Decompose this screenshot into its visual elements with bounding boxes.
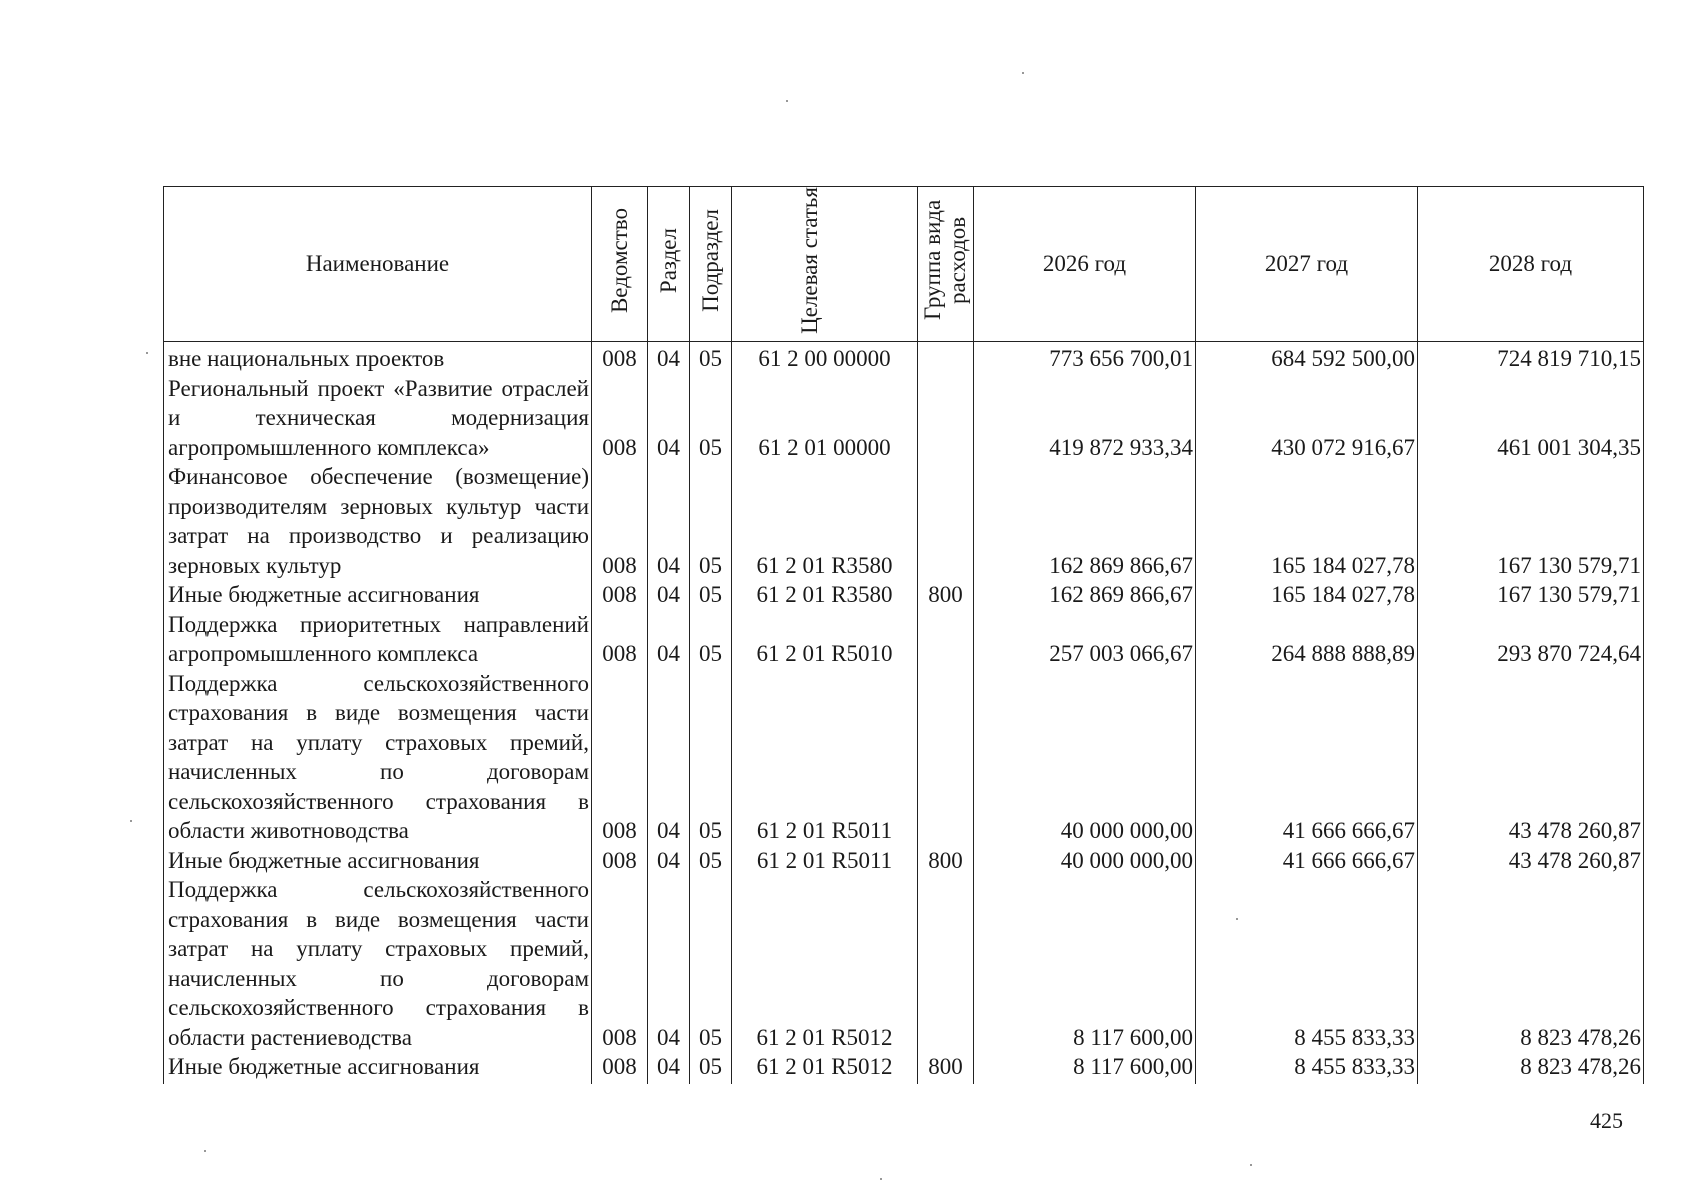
row-vedomstvo: 008 [592, 462, 648, 580]
row-vedomstvo: 008 [592, 580, 648, 610]
row-razdel: 04 [648, 846, 690, 876]
page-number: 425 [1590, 1108, 1623, 1133]
row-celevaya-statya: 61 2 01 R5010 [732, 610, 918, 669]
row-celevaya-statya: 61 2 01 R5012 [732, 1052, 918, 1084]
document-page [163, 186, 1643, 1084]
row-podrazdel: 05 [690, 462, 732, 580]
header-year-2028: 2028 год [1418, 187, 1644, 342]
row-gruppa [918, 610, 974, 669]
row-vedomstvo: 008 [592, 1052, 648, 1084]
table-row [164, 580, 1644, 610]
row-amount-2027: 8 455 833,33 [1196, 1052, 1418, 1084]
row-razdel: 04 [648, 875, 690, 1052]
row-vedomstvo: 008 [592, 342, 648, 374]
table-row [164, 669, 1644, 846]
row-amount-2027: 165 184 027,78 [1196, 580, 1418, 610]
row-podrazdel: 05 [690, 580, 732, 610]
table-row [164, 610, 1644, 669]
row-razdel: 04 [648, 462, 690, 580]
scan-speck [880, 1178, 882, 1180]
row-podrazdel: 05 [690, 610, 732, 669]
row-gruppa [918, 374, 974, 463]
row-podrazdel: 05 [690, 342, 732, 374]
row-amount-2027: 41 666 666,67 [1196, 669, 1418, 846]
row-gruppa: 800 [918, 846, 974, 876]
row-amount-2026: 40 000 000,00 [974, 669, 1196, 846]
row-amount-2026: 8 117 600,00 [974, 875, 1196, 1052]
row-name: вне национальных проектов [164, 342, 592, 374]
row-name: Поддержка сельскохозяйственного страхования в виде возмещения части затрат на уплату страховых премий, начисленных по договорам сельскохозяйственного страхования в области животноводства [164, 669, 592, 846]
row-amount-2027: 165 184 027,78 [1196, 462, 1418, 580]
row-name: Региональный проект «Развитие отраслей и техническая модернизация агропромышленного комплекса» [164, 374, 592, 463]
row-amount-2028: 461 001 304,35 [1418, 374, 1644, 463]
scan-speck [786, 100, 788, 102]
row-amount-2028: 724 819 710,15 [1418, 342, 1644, 374]
row-amount-2026: 773 656 700,01 [974, 342, 1196, 374]
table-row [164, 462, 1644, 580]
row-podrazdel: 05 [690, 374, 732, 463]
row-celevaya-statya: 61 2 01 00000 [732, 374, 918, 463]
row-vedomstvo: 008 [592, 610, 648, 669]
row-name: Финансовое обеспечение (возмещение) производителям зерновых культур части затрат на производство и реализацию зерновых культур [164, 462, 592, 580]
row-amount-2028: 8 823 478,26 [1418, 875, 1644, 1052]
row-razdel: 04 [648, 580, 690, 610]
row-vedomstvo: 008 [592, 846, 648, 876]
row-amount-2028: 43 478 260,87 [1418, 846, 1644, 876]
row-celevaya-statya: 61 2 01 R3580 [732, 462, 918, 580]
row-vedomstvo: 008 [592, 875, 648, 1052]
row-amount-2027: 684 592 500,00 [1196, 342, 1418, 374]
header-gruppa-vida-rashodov: Группа вида расходов [918, 187, 974, 342]
row-gruppa [918, 669, 974, 846]
row-celevaya-statya: 61 2 01 R5011 [732, 846, 918, 876]
row-gruppa: 800 [918, 1052, 974, 1084]
row-razdel: 04 [648, 1052, 690, 1084]
table-row [164, 875, 1644, 1052]
header-year-2027: 2027 год [1196, 187, 1418, 342]
row-name: Иные бюджетные ассигнования [164, 580, 592, 610]
row-amount-2027: 8 455 833,33 [1196, 875, 1418, 1052]
row-celevaya-statya: 61 2 01 R5011 [732, 669, 918, 846]
row-gruppa: 800 [918, 580, 974, 610]
row-podrazdel: 05 [690, 875, 732, 1052]
row-vedomstvo: 008 [592, 669, 648, 846]
row-podrazdel: 05 [690, 1052, 732, 1084]
row-amount-2028: 43 478 260,87 [1418, 669, 1644, 846]
table-row [164, 1052, 1644, 1084]
row-razdel: 04 [648, 342, 690, 374]
header-year-2026: 2026 год [974, 187, 1196, 342]
scan-speck [204, 1150, 206, 1152]
row-amount-2028: 293 870 724,64 [1418, 610, 1644, 669]
row-amount-2027: 264 888 888,89 [1196, 610, 1418, 669]
row-amount-2026: 8 117 600,00 [974, 1052, 1196, 1084]
row-celevaya-statya: 61 2 00 00000 [732, 342, 918, 374]
row-amount-2026: 40 000 000,00 [974, 846, 1196, 876]
row-amount-2026: 162 869 866,67 [974, 462, 1196, 580]
scan-speck [146, 352, 148, 354]
header-razdel: Раздел [648, 187, 690, 342]
row-celevaya-statya: 61 2 01 R3580 [732, 580, 918, 610]
row-amount-2028: 8 823 478,26 [1418, 1052, 1644, 1084]
row-name: Иные бюджетные ассигнования [164, 1052, 592, 1084]
table-header-row [164, 187, 1644, 342]
row-vedomstvo: 008 [592, 374, 648, 463]
budget-table [163, 186, 1644, 1084]
scan-speck [1022, 72, 1024, 74]
row-amount-2026: 162 869 866,67 [974, 580, 1196, 610]
row-amount-2027: 41 666 666,67 [1196, 846, 1418, 876]
table-row [164, 374, 1644, 463]
table-row [164, 846, 1644, 876]
scan-speck [130, 820, 132, 822]
row-razdel: 04 [648, 669, 690, 846]
header-name: Наименование [164, 187, 592, 342]
header-vedomstvo: Ведомство [592, 187, 648, 342]
row-podrazdel: 05 [690, 669, 732, 846]
row-razdel: 04 [648, 374, 690, 463]
row-gruppa [918, 342, 974, 374]
row-amount-2028: 167 130 579,71 [1418, 462, 1644, 580]
row-name: Поддержка сельскохозяйственного страхования в виде возмещения части затрат на уплату страховых премий, начисленных по договорам сельскохозяйственного страхования в области растениеводства [164, 875, 592, 1052]
row-amount-2028: 167 130 579,71 [1418, 580, 1644, 610]
row-amount-2027: 430 072 916,67 [1196, 374, 1418, 463]
row-name: Поддержка приоритетных направлений агропромышленного комплекса [164, 610, 592, 669]
row-gruppa [918, 462, 974, 580]
table-row [164, 342, 1644, 374]
row-celevaya-statya: 61 2 01 R5012 [732, 875, 918, 1052]
row-name: Иные бюджетные ассигнования [164, 846, 592, 876]
header-celevaya-statya: Целевая статья [732, 187, 918, 342]
row-amount-2026: 257 003 066,67 [974, 610, 1196, 669]
row-razdel: 04 [648, 610, 690, 669]
row-amount-2026: 419 872 933,34 [974, 374, 1196, 463]
header-podrazdel: Подраздел [690, 187, 732, 342]
scan-speck [1250, 1164, 1252, 1166]
row-gruppa [918, 875, 974, 1052]
row-podrazdel: 05 [690, 846, 732, 876]
